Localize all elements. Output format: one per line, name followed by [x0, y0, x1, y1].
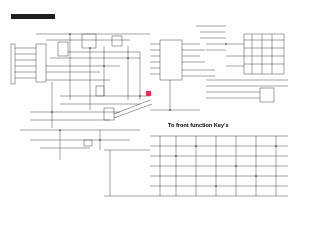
ic-top-right	[112, 36, 122, 46]
ic-mid	[96, 86, 104, 96]
ic-left-2	[58, 42, 68, 56]
ic-left	[36, 44, 46, 82]
connector-right	[260, 88, 274, 102]
connector-left	[11, 44, 15, 84]
front-function-keys-label: To front function Key's	[168, 123, 229, 129]
ic-top-center	[82, 34, 96, 48]
ic-lower	[84, 140, 92, 146]
ic-main-right	[160, 40, 182, 80]
ic-mid-2	[104, 108, 114, 120]
highlight-marker	[146, 91, 151, 96]
